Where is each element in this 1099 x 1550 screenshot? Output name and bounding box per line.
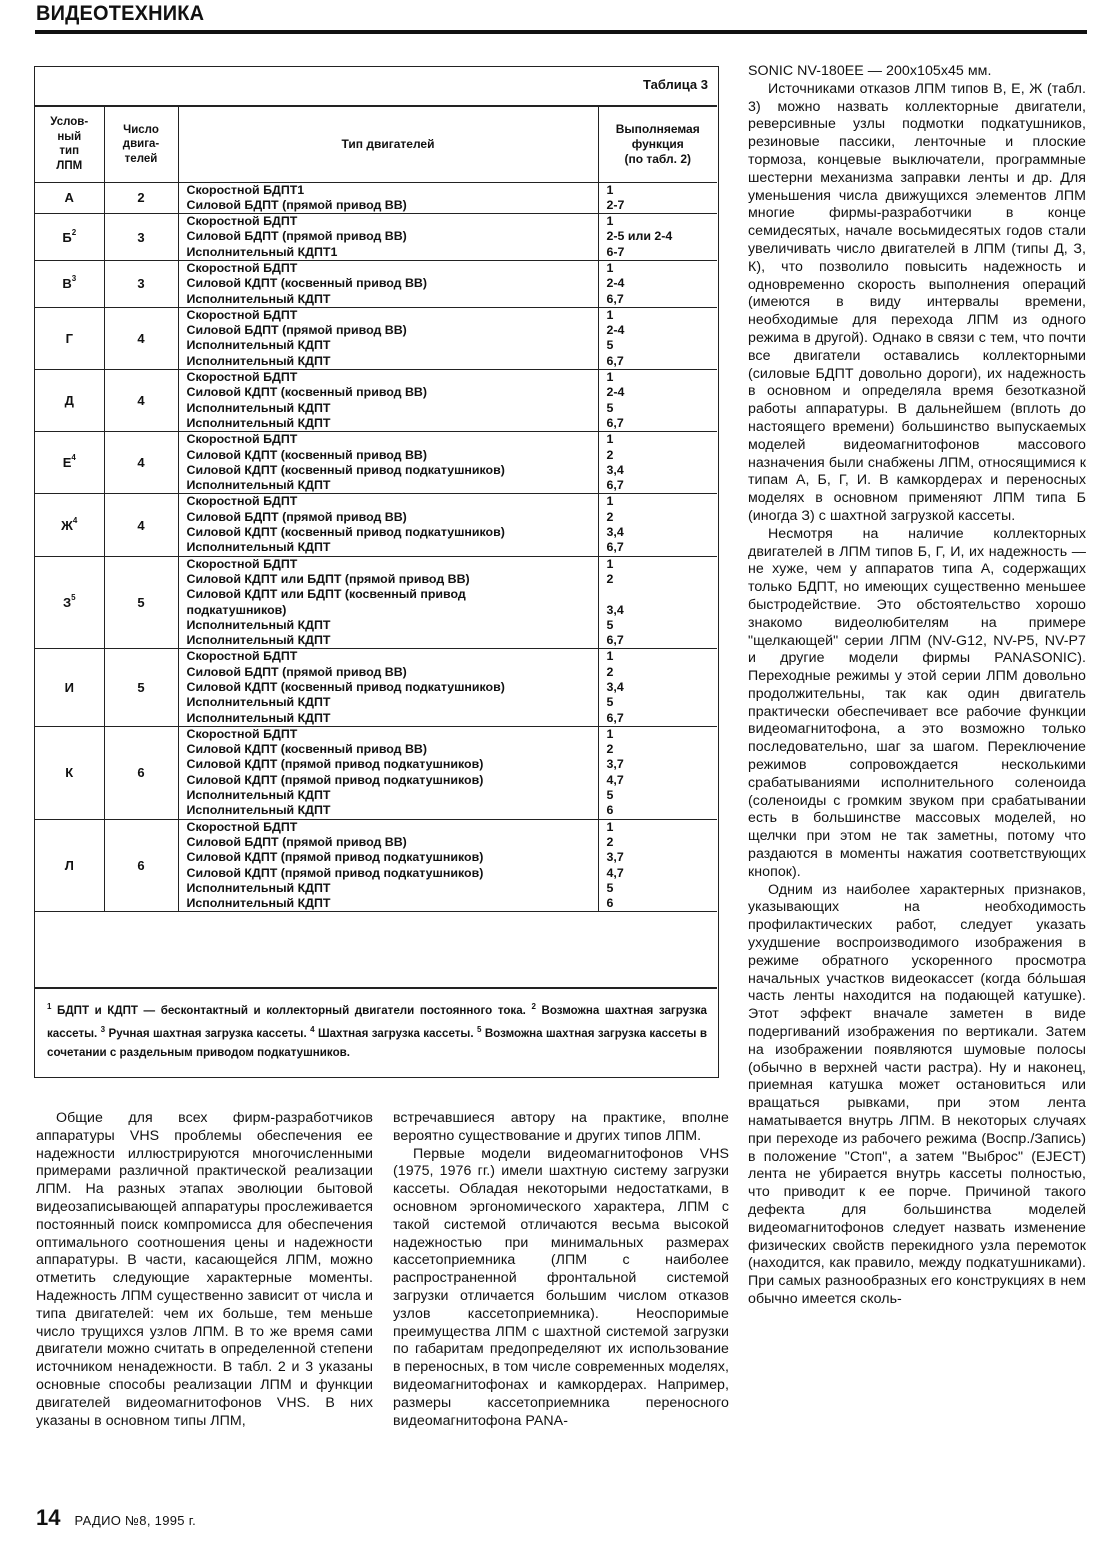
motor-count-cell: 6 (104, 819, 178, 912)
function-value: 6,7 (606, 540, 624, 555)
table-footnotes (35, 987, 717, 1062)
table-row (35, 726, 717, 819)
motor-type: Силовой КДПТ (прямой привод подкатушников) (186, 865, 484, 880)
lpm-type-cell: $Ж^4$ (35, 494, 104, 556)
motor-type: Силовой КДПТ или БДПТ (косвенный привод (186, 587, 466, 602)
motor-type: Исполнительный КДПТ (186, 695, 331, 710)
motor-count-cell: 4 (104, 494, 178, 556)
motor-type: Силовой КДПТ (прямой привод подкатушников) (186, 850, 484, 865)
motor-type: Исполнительный КДПТ (186, 338, 331, 353)
table-3 (34, 66, 719, 1078)
function-value: 1 (606, 556, 614, 571)
motor-config-table (35, 105, 717, 912)
header-lpm-type: Услов- ный тип ЛПМ (35, 106, 104, 182)
footnote-number: 4 (310, 1024, 315, 1034)
paragraph: Одним из наиболее характерных признаков, указывающих на необходимость профилактических работ, следует указать ухудшение воспроизводимого изображения в режиме обратного ускоренного просмотра начальных участков видеокассет (когда бо́льшая часть ленты находится на подающей катушке). Этот эффект вначале заметен в виде подергиваний изображения по вертикали. Затем на изображении появляются шумовые полосы (обычно в верхней части растра). Ну и наконец, приемная катушка может остановиться или вращаться рывками, при этом лента наматывается внутрь ЛПМ. В некоторых случаях при переходе из рабочего режима (Воспр./Запись) в положение "Стоп", а затем "Выброс" (EJECT) лента не убирается внутрь кассеты полностью, что приводит к ее порче. Причиной такого дефекта для большинства моделей видеомагнитофонов следует назвать изменение физических свойств перекидного узла перемоток (находится, как правило, между подкатушниками). При самых разнообразных его конструкциях в нем обычно имеется сколь- (748, 881, 1086, 1307)
motor-type: Исполнительный КДПТ (186, 617, 331, 632)
motor-type: Силовой БДПТ (прямой привод ВВ) (186, 509, 407, 524)
motor-types-cell (178, 370, 598, 432)
footnote-number: 5 (476, 1024, 482, 1034)
function-cell (598, 432, 717, 494)
motor-count-cell: 4 (104, 432, 178, 494)
lpm-type-cell: Г (35, 307, 104, 369)
table-row (35, 370, 717, 432)
function-value: 2 (606, 742, 614, 757)
function-value: 1 (606, 260, 614, 275)
footnote-number: 3 (100, 1024, 106, 1034)
motor-type: Силовой БДПТ (прямой привод ВВ) (186, 197, 407, 212)
function-value: 3,4 (606, 602, 624, 617)
paragraph: SONIC NV-180EE — 200x105x45 мм. (748, 63, 992, 79)
function-value: 5 (606, 880, 614, 895)
function-value: 6-7 (606, 244, 625, 259)
paragraph: Источниками отказов ЛПМ типов В, Е, Ж (табл. 3) можно назвать коллекторные двигатели, реверсивные узлы подмотки подкатушников, резиновые пассики, ленточные и плоские тормоза, концевые выключатели, программные шестерни механизма заправки ленты и др. Для уменьшения числа движущихся элементов ЛПМ многие фирмы-разработчики в конце семидесятых, начале восьмидесятых годов стали увеличивать число двигателей в ЛПМ (типы Д, З, К), что позволило повысить надежность и одновременно скорость выполнения операций (имеются в виду интервалы времени, необходимые для перехода ЛПМ из одного режима в другой). Однако в связи с тем, что почти все двигатели оставались коллекторными (силовые БДПТ довольно дороги), их надежность в основном и определяла время безотказной работы аппаратуры. В дальнейшем (вплоть до настоящего времени) большинство выпускаемых моделей видеомагнитофонов массового назначения были снабжены ЛПМ, относящимися к типам А, Б, Г, И. В камкордерах и переносных моделях в основном применяют ЛПМ типа Б (иногда З) с шахтной загрузкой кассеты. (748, 80, 1086, 524)
motor-type: Исполнительный КДПТ (186, 710, 331, 725)
motor-type: Силовой БДПТ (прямой привод ВВ) (186, 834, 407, 849)
function-value: 3,4 (606, 462, 624, 477)
article-column-left (36, 1110, 373, 1430)
motor-types-cell (178, 182, 598, 214)
motor-type: Скоростной БДПТ (186, 370, 298, 385)
function-value: 6 (606, 896, 614, 911)
motor-type: Силовой КДПТ (прямой привод подкатушников) (186, 772, 484, 787)
motor-type: Скоростной БДПТ (186, 556, 298, 571)
lpm-type-cell: Л (35, 819, 104, 912)
motor-count-cell: 3 (104, 214, 178, 261)
footnote-text: БДПТ и КДПТ — бесконтактный и коллекторный двигатели постоянного тока. (57, 1003, 526, 1017)
motor-type: Исполнительный КДПТ (186, 633, 331, 648)
motor-type: Силовой КДПТ (косвенный привод ВВ) (186, 385, 428, 400)
function-value: 5 (606, 788, 614, 803)
motor-types-cell (178, 214, 598, 261)
function-value: 4,7 (606, 772, 624, 787)
function-value: 2-4 (606, 323, 625, 338)
function-cell (598, 649, 717, 726)
function-value: 6,7 (606, 415, 624, 430)
function-value: 3,7 (606, 757, 624, 772)
function-value: 1 (606, 432, 614, 447)
motor-type: Исполнительный КДПТ (186, 896, 331, 911)
function-value: 2 (606, 571, 614, 586)
table-row (35, 182, 717, 214)
title-rule (35, 30, 1087, 34)
function-cell (598, 307, 717, 369)
motor-type: Скоростной БДПТ (186, 649, 298, 664)
function-value: 1 (606, 819, 614, 834)
motor-type: Силовой БДПТ (прямой привод ВВ) (186, 664, 407, 679)
table-row (35, 307, 717, 369)
article-column-middle (393, 1110, 729, 1430)
motor-type: Скоростной БДПТ1 (186, 182, 305, 197)
function-cell (598, 819, 717, 912)
motor-count-cell: 5 (104, 556, 178, 649)
motor-type: Исполнительный КДПТ (186, 415, 331, 430)
footnote-number: 1 (47, 1002, 52, 1011)
function-value: 2-4 (606, 385, 625, 400)
motor-count-cell: 2 (104, 182, 178, 214)
motor-type: Исполнительный КДПТ (186, 803, 331, 818)
motor-types-cell (178, 556, 598, 649)
motor-count-cell: 4 (104, 307, 178, 369)
motor-types-cell (178, 307, 598, 369)
footnote-text: Возможна шахтная загрузка кассеты. (47, 1003, 707, 1040)
section-title: ВИДЕОТЕХНИКА (36, 2, 205, 25)
table-row (35, 819, 717, 912)
lpm-type-cell: И (35, 649, 104, 726)
motor-type: Исполнительный КДПТ (186, 478, 331, 493)
function-cell (598, 370, 717, 432)
motor-type: Исполнительный КДПТ (186, 291, 331, 306)
motor-types-cell (178, 432, 598, 494)
motor-type: Силовой КДПТ (косвенный привод подкатушников) (186, 680, 505, 694)
function-value: 1 (606, 494, 614, 509)
motor-type: Скоростной БДПТ (186, 494, 298, 509)
motor-type: Силовой КДПТ (косвенный привод ВВ) (186, 742, 428, 757)
motor-type: Силовой БДПТ (прямой привод ВВ) (186, 229, 407, 244)
lpm-type-cell: $З^5$ (35, 556, 104, 649)
paragraph: Несмотря на наличие коллекторных двигателей в ЛПМ типов Б, Г, И, их надежность — не хуже, чем у аппаратов типа А, содержащих только БДПТ, но имеющих существенно меньшее быстродействие. Это обстоятельство хорошо знакомо видеолюбителям на примере "щелкающей" серии ЛПМ (NV-G12, NV-P5, NV-P7 и другие модели фирмы PANASONIC). Переходные режимы у этой серии ЛПМ довольно продолжительны, так как один двигатель практически обеспечивает все рабочие функции видеомагнитофона, а это возможно только последовательно, шаг за шагом. Переключение режимов сопровождается несколькими срабатываниями исполнительного соленоида (соленоиды с громким звуком при срабатывании есть в большинстве массовых моделей, но щелчки при этом не так заметны, потому что раздаются в моменты нажатия соответствующих кнопок). (748, 525, 1086, 880)
function-cell (598, 556, 717, 649)
lpm-type-cell: $Е^4$ (35, 432, 104, 494)
function-value: 2 (606, 834, 614, 849)
motor-type: Скоростной БДПТ (186, 432, 298, 447)
motor-count-cell: 6 (104, 726, 178, 819)
footnote-text: Шахтная загрузка кассеты. (317, 1026, 474, 1040)
function-value: 1 (606, 182, 614, 197)
footnote-ref: 4 (72, 515, 78, 525)
lpm-type-cell: $В^3$ (35, 260, 104, 307)
footnote-ref: 3 (71, 274, 77, 284)
motor-type: Скоростной БДПТ (186, 307, 298, 322)
paragraph: встречавшиеся автору на практике, вполне вероятно существование и других типов ЛПМ. (393, 1110, 729, 1144)
table-row (35, 432, 717, 494)
publication-info: РАДИО №8, 1995 г. (74, 1513, 197, 1528)
function-value: 5 (606, 400, 614, 415)
footnote-ref: 2 (71, 227, 77, 237)
page-number: 14 (36, 1505, 61, 1530)
motor-type: Силовой КДПТ (косвенный привод подкатушников) (186, 462, 505, 477)
motor-type: Силовой КДПТ (косвенный привод ВВ) (186, 447, 428, 462)
lpm-type-cell: К (35, 726, 104, 819)
function-value: 2-7 (606, 197, 625, 212)
function-value: 1 (606, 307, 614, 322)
header-function: Выполняемая функция (по табл. 2) (598, 106, 717, 182)
function-value: 5 (606, 338, 614, 353)
motor-types-cell (178, 819, 598, 912)
motor-type: Исполнительный КДПТ (186, 400, 331, 415)
function-cell (598, 726, 717, 819)
function-value: 3,4 (606, 680, 624, 694)
motor-count-cell: 3 (104, 260, 178, 307)
function-value: 6,7 (606, 478, 624, 493)
motor-type: Силовой КДПТ (прямой привод подкатушников) (186, 757, 484, 772)
motor-types-cell (178, 726, 598, 819)
paragraph: Первые модели видеомагнитофонов VHS (1975, 1976 гг.) имели шахтную систему загрузки кассеты. Обладая некоторыми недостатками, в основном эргономического характера, ЛПМ с такой системой отличаются весьма высокой надежностью при минимальных размерах кассетоприемника (ЛПМ с наиболее распространенной фронтальной системой загрузки отличается большим числом отказов узлов кассетоприемника). Неоспоримые преимущества ЛПМ с шахтной системой загрузки по габаритам предопределяют их использование в переносных, в том числе современных моделях, видеомагнитофонах и камкордерах. Например, размеры кассетоприемника переносного видеомагнитофона PANA- (393, 1145, 729, 1429)
motor-type: Силовой КДПТ или БДПТ (прямой привод ВВ) (186, 571, 470, 586)
header-motor-type: Тип двигателей (178, 106, 598, 182)
table-row (35, 260, 717, 307)
function-value: 1 (606, 726, 614, 741)
function-value: 6 (606, 803, 614, 818)
function-value: 1 (606, 214, 614, 229)
footnote-text: Возможна шахтная загрузка кассеты в сочетании с раздельным приводом подкатушников. (47, 1026, 707, 1059)
motor-type: Исполнительный КДПТ (186, 880, 331, 895)
function-value: 1 (606, 370, 614, 385)
footnote-text: Ручная шахтная загрузка кассеты. (108, 1026, 307, 1040)
lpm-type-cell: Д (35, 370, 104, 432)
lpm-type-cell: А (35, 182, 104, 214)
motor-type: Исполнительный КДПТ (186, 540, 331, 555)
function-value: 2-4 (606, 276, 625, 291)
motor-type: Скоростной БДПТ (186, 726, 298, 741)
function-value: 6,7 (606, 291, 624, 306)
motor-type: подкатушников) (186, 602, 287, 617)
function-value: 2 (606, 509, 614, 524)
footnote-ref: 5 (71, 593, 76, 603)
motor-type: Исполнительный КДПТ1 (186, 244, 338, 259)
function-value: 5 (606, 695, 614, 710)
article-column-right (748, 63, 1086, 1309)
motor-type: Скоростной БДПТ (186, 260, 298, 275)
motor-types-cell (178, 649, 598, 726)
motor-type: Скоростной БДПТ (186, 214, 298, 229)
header-motor-count: Число двига- телей (104, 106, 178, 182)
function-value: 6,7 (606, 710, 624, 725)
motor-type: Исполнительный КДПТ (186, 788, 331, 803)
function-value: 6,7 (606, 633, 624, 648)
function-cell (598, 494, 717, 556)
table-row (35, 556, 717, 649)
motor-types-cell (178, 260, 598, 307)
function-cell (598, 260, 717, 307)
motor-types-cell (178, 494, 598, 556)
table-row (35, 494, 717, 556)
lpm-type-cell: $Б^2$ (35, 214, 104, 261)
table-row (35, 214, 717, 261)
function-value (607, 587, 718, 602)
function-value: 2 (606, 664, 614, 679)
function-value: 3,4 (606, 525, 624, 540)
function-value: 4,7 (606, 865, 624, 880)
function-value: 3,7 (606, 850, 624, 865)
motor-type: Исполнительный КДПТ (186, 353, 331, 368)
function-value: 5 (606, 617, 614, 632)
function-cell (598, 182, 717, 214)
function-value: 6,7 (606, 353, 624, 368)
motor-type: Силовой КДПТ (косвенный привод ВВ) (186, 276, 428, 291)
function-value: 2 (606, 447, 614, 462)
motor-type: Силовой БДПТ (прямой привод ВВ) (186, 323, 407, 338)
motor-type: Силовой КДПТ (косвенный привод подкатушников) (186, 525, 505, 540)
paragraph: Общие для всех фирм-разработчиков аппаратуры VHS проблемы обеспечения ее надежности иллюстрируются многочисленными примерами различной практической реализации ЛПМ. На разных этапах эволюции бытовой видеозаписывающей аппаратуры прослеживается постоянный поиск компромисса для обеспечения оптимального соотношения цены и надежности аппаратуры. В части, касающейся ЛПМ, можно отметить следующие характерные моменты. Надежность ЛПМ существенно зависит от числа и типа двигателей: чем их больше, тем меньше число трущихся узлов ЛПМ. В то же время сами двигатели можно считать в определенной степени источником ненадежности. В табл. 2 и 3 указаны основные способы реализации ЛПМ и функции двигателей видеомагнитофонов VHS. В них указаны в основном типы ЛПМ, (36, 1110, 373, 1429)
function-cell (598, 214, 717, 261)
footnote-number: 2 (531, 1002, 536, 1011)
footnote-ref: 4 (71, 453, 76, 463)
page-footer (36, 1505, 196, 1531)
function-value: 2-5 или 2-4 (606, 229, 673, 244)
motor-count-cell: 4 (104, 370, 178, 432)
table-caption: Таблица 3 (642, 77, 708, 92)
table-header-row (35, 106, 717, 182)
motor-count-cell: 5 (104, 649, 178, 726)
motor-type: Скоростной БДПТ (186, 819, 298, 834)
table-row (35, 649, 717, 726)
function-value: 1 (606, 649, 614, 664)
